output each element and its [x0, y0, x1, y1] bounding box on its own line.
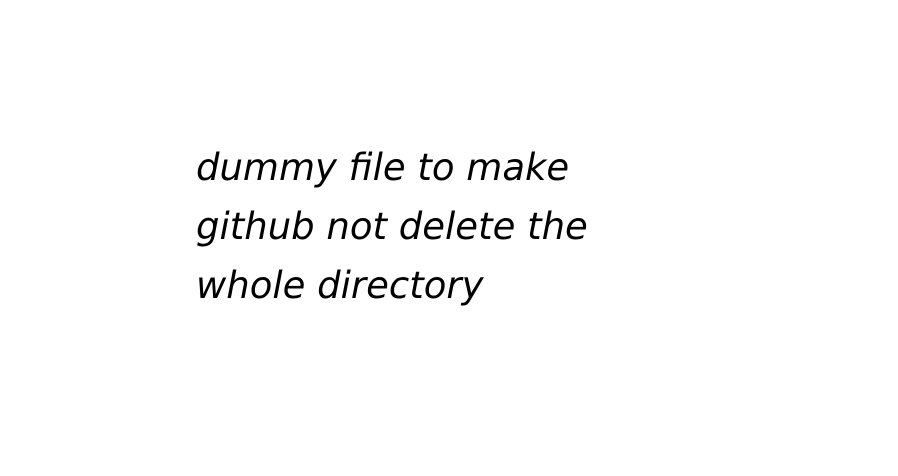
message-line-3: whole directory	[196, 264, 484, 307]
message-text	[196, 138, 588, 315]
message-line-1: dummy file to make	[196, 146, 570, 189]
message-line-2: github not delete the	[196, 205, 588, 248]
